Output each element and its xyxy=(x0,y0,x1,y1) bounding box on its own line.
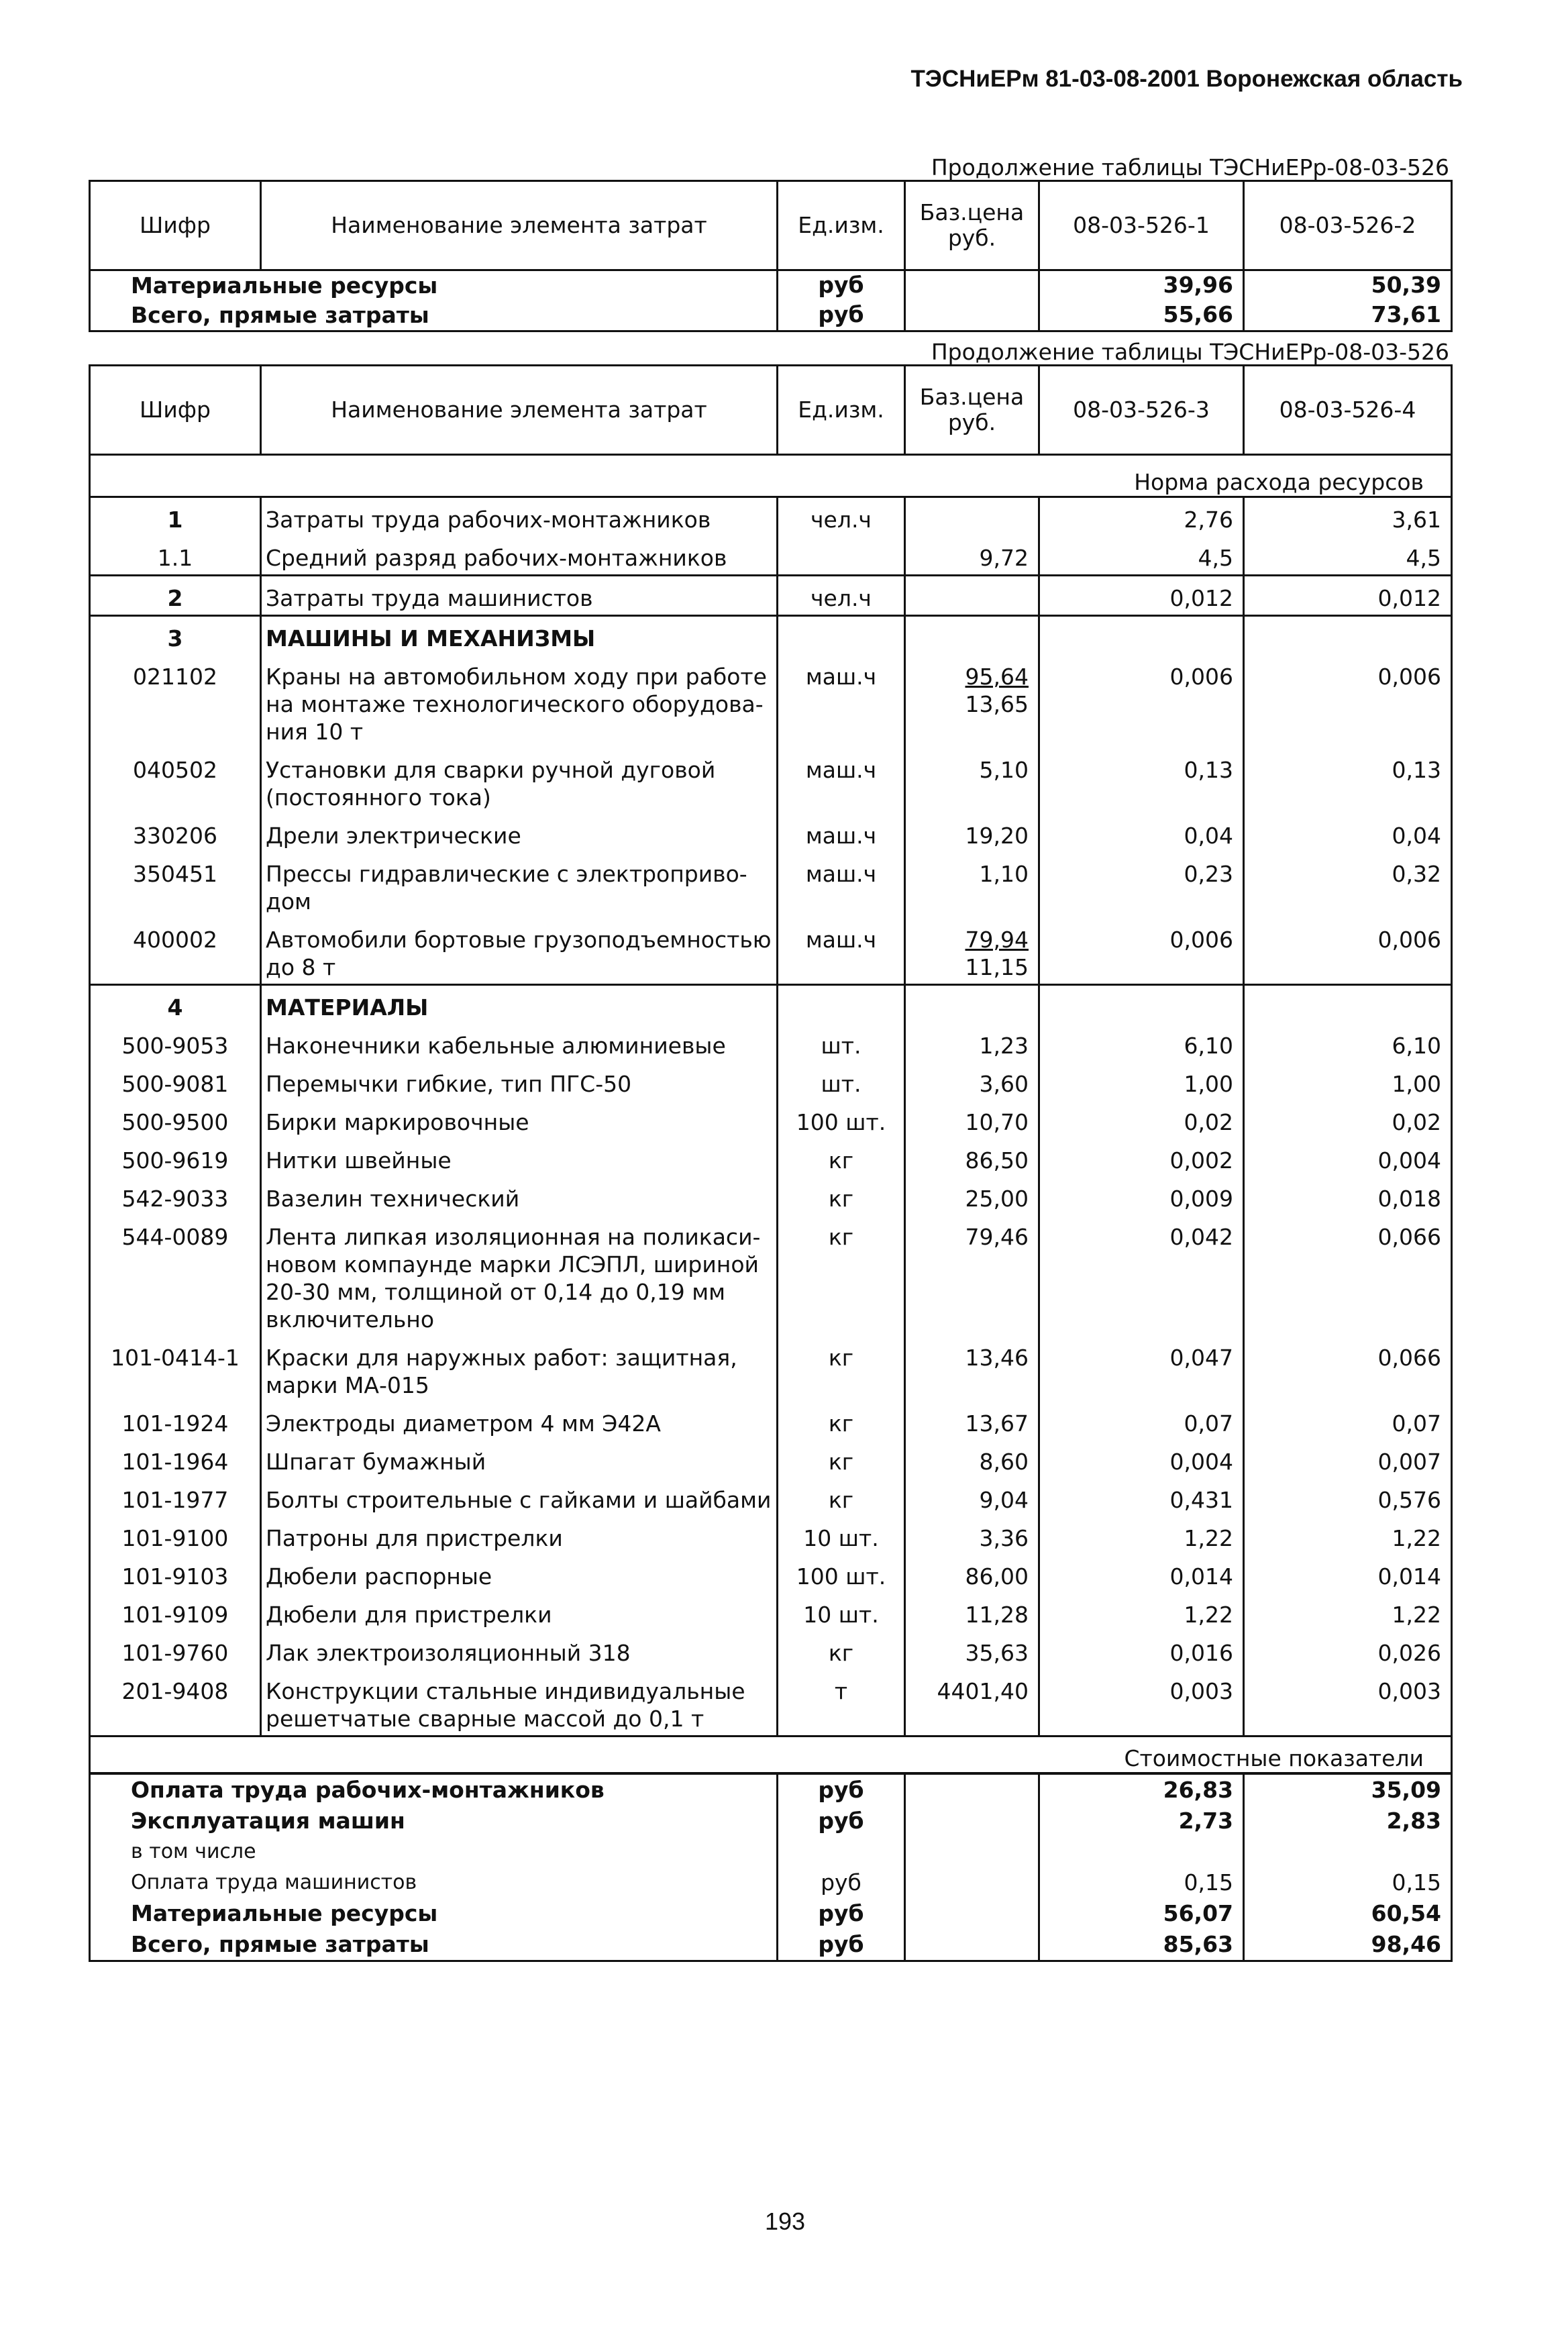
row-code: 500-9053 xyxy=(90,1024,261,1062)
row-value-2 xyxy=(1244,985,1452,1025)
row-unit: 10 шт. xyxy=(778,1516,905,1555)
row-code: 101-1924 xyxy=(90,1402,261,1440)
row-name: Перемычки гибкие, тип ПГС-50 xyxy=(261,1062,778,1100)
col-header-code: Шифр xyxy=(90,181,261,270)
row-value-1: 1,00 xyxy=(1039,1062,1244,1100)
row-name: Лента липкая изоляционная на поликаси-новом компаунде марки ЛСЭПЛ, шириной 20-30 мм, толщиной от 0,14 до 0,19 мм включительно xyxy=(261,1215,778,1336)
row-price xyxy=(905,655,1039,748)
table-row xyxy=(90,985,1452,1025)
row-price: 1,23 xyxy=(905,1024,1039,1062)
col-header-526-2: 08-03-526-2 xyxy=(1244,181,1452,270)
row-value-2: 0,576 xyxy=(1244,1478,1452,1516)
table-row xyxy=(90,1402,1452,1440)
row-name: Вазелин технический xyxy=(261,1177,778,1215)
row-code: 4 xyxy=(90,985,261,1025)
table-row xyxy=(90,1139,1452,1177)
total-price xyxy=(905,1867,1039,1898)
row-unit xyxy=(778,536,905,576)
totals-row xyxy=(90,1806,1452,1836)
totals-row xyxy=(90,1867,1452,1898)
row-name: Болты строительные с гайками и шайбами xyxy=(261,1478,778,1516)
total-value-1: 56,07 xyxy=(1039,1898,1244,1929)
row-value-2: 0,07 xyxy=(1244,1402,1452,1440)
row-unit: чел.ч xyxy=(778,576,905,616)
table2-continuation-label: Продолжение таблицы ТЭСНиЕРр-08-03-526 xyxy=(931,339,1449,365)
row-value-1: 0,047 xyxy=(1039,1336,1244,1402)
col-header-526-1: 08-03-526-1 xyxy=(1039,181,1244,270)
row-price xyxy=(905,616,1039,656)
row-value-2: 3,61 xyxy=(1244,497,1452,537)
row-value-1: 0,006 xyxy=(1039,655,1244,748)
price-value: 95,64 xyxy=(965,664,1029,690)
resource-rows xyxy=(90,497,1452,1736)
row-unit: маш.ч xyxy=(778,814,905,852)
row-price: 10,70 xyxy=(905,1100,1039,1139)
row-code: 542-9033 xyxy=(90,1177,261,1215)
row-unit: руб xyxy=(778,301,905,331)
row-price: 1,10 xyxy=(905,852,1039,918)
total-value-2 xyxy=(1244,1836,1452,1867)
row-value-2: 1,22 xyxy=(1244,1593,1452,1631)
row-name: Автомобили бортовые грузоподъемностью до 8 т xyxy=(261,918,778,985)
row-value-1: 0,009 xyxy=(1039,1177,1244,1215)
row-price xyxy=(905,301,1039,331)
row-unit: кг xyxy=(778,1336,905,1402)
total-price xyxy=(905,1806,1039,1836)
total-value-2: 98,46 xyxy=(1244,1929,1452,1961)
total-name: Эксплуатация машин xyxy=(90,1806,778,1836)
row-price: 35,63 xyxy=(905,1631,1039,1669)
row-name: Дюбели распорные xyxy=(261,1555,778,1593)
row-price: 79,46 xyxy=(905,1215,1039,1336)
table-row xyxy=(90,616,1452,656)
row-value-1: 0,012 xyxy=(1039,576,1244,616)
row-value-1: 2,76 xyxy=(1039,497,1244,537)
row-name: Всего, прямые затраты xyxy=(90,301,778,331)
row-value-2: 0,018 xyxy=(1244,1177,1452,1215)
row-value-1: 0,07 xyxy=(1039,1402,1244,1440)
row-value-2: 0,003 xyxy=(1244,1669,1452,1736)
row-name: Шпагат бумажный xyxy=(261,1440,778,1478)
table-row xyxy=(90,1555,1452,1593)
row-value-1: 0,016 xyxy=(1039,1631,1244,1669)
row-price: 11,28 xyxy=(905,1593,1039,1631)
table-row xyxy=(90,270,1452,301)
table2-header-row xyxy=(90,366,1452,455)
row-value-2: 0,13 xyxy=(1244,748,1452,814)
row-code: 101-9103 xyxy=(90,1555,261,1593)
total-name: Оплата труда машинистов xyxy=(90,1867,778,1898)
row-value-2: 1,22 xyxy=(1244,1516,1452,1555)
row-value-2: 0,007 xyxy=(1244,1440,1452,1478)
row-value-2: 0,006 xyxy=(1244,918,1452,985)
row-code: 500-9081 xyxy=(90,1062,261,1100)
row-value-2: 0,066 xyxy=(1244,1215,1452,1336)
row-value-2: 0,006 xyxy=(1244,655,1452,748)
row-value-2: 0,012 xyxy=(1244,576,1452,616)
table-row xyxy=(90,1478,1452,1516)
total-unit: руб xyxy=(778,1867,905,1898)
row-value-2: 50,39 xyxy=(1244,270,1452,301)
row-value-1: 0,23 xyxy=(1039,852,1244,918)
row-price xyxy=(905,985,1039,1025)
total-value-2: 0,15 xyxy=(1244,1867,1452,1898)
row-value-1: 0,002 xyxy=(1039,1139,1244,1177)
table1-continuation-label: Продолжение таблицы ТЭСНиЕРр-08-03-526 xyxy=(931,154,1449,180)
row-value-1 xyxy=(1039,616,1244,656)
col-header-name: Наименование элемента затрат xyxy=(261,181,778,270)
row-name: МАШИНЫ И МЕХАНИЗМЫ xyxy=(261,616,778,656)
row-value-2: 0,04 xyxy=(1244,814,1452,852)
row-code: 500-9500 xyxy=(90,1100,261,1139)
row-code: 1 xyxy=(90,497,261,537)
row-price: 8,60 xyxy=(905,1440,1039,1478)
row-value-2: 0,004 xyxy=(1244,1139,1452,1177)
table-row xyxy=(90,1516,1452,1555)
table-row xyxy=(90,497,1452,537)
row-unit: шт. xyxy=(778,1024,905,1062)
totals-row xyxy=(90,1773,1452,1806)
total-unit: руб xyxy=(778,1806,905,1836)
col-header-name: Наименование элемента затрат xyxy=(261,366,778,455)
row-code: 3 xyxy=(90,616,261,656)
row-name: Установки для сварки ручной дуговой (постоянного тока) xyxy=(261,748,778,814)
row-value-1: 1,22 xyxy=(1039,1516,1244,1555)
row-name: Средний разряд рабочих-монтажников xyxy=(261,536,778,576)
table-row xyxy=(90,748,1452,814)
row-value-2 xyxy=(1244,616,1452,656)
row-value-1: 0,014 xyxy=(1039,1555,1244,1593)
row-value-2: 0,026 xyxy=(1244,1631,1452,1669)
totals-rows xyxy=(90,1773,1452,1961)
row-value-1: 0,13 xyxy=(1039,748,1244,814)
row-value-2: 1,00 xyxy=(1244,1062,1452,1100)
row-code: 400002 xyxy=(90,918,261,985)
row-value-1: 0,431 xyxy=(1039,1478,1244,1516)
total-name: Оплата труда рабочих-монтажников xyxy=(90,1773,778,1806)
table-row xyxy=(90,301,1452,331)
total-price xyxy=(905,1836,1039,1867)
row-name: Затраты труда машинистов xyxy=(261,576,778,616)
row-code: 101-9100 xyxy=(90,1516,261,1555)
total-price xyxy=(905,1898,1039,1929)
row-name: Электроды диаметром 4 мм Э42А xyxy=(261,1402,778,1440)
total-value-1: 85,63 xyxy=(1039,1929,1244,1961)
row-code: 350451 xyxy=(90,852,261,918)
totals-row xyxy=(90,1898,1452,1929)
row-unit: маш.ч xyxy=(778,655,905,748)
row-unit: маш.ч xyxy=(778,852,905,918)
row-code: 1.1 xyxy=(90,536,261,576)
row-code: 201-9408 xyxy=(90,1669,261,1736)
total-value-1: 26,83 xyxy=(1039,1773,1244,1806)
total-name: в том числе xyxy=(90,1836,778,1867)
table-row xyxy=(90,1215,1452,1336)
row-unit: т xyxy=(778,1669,905,1736)
row-value-1: 0,003 xyxy=(1039,1669,1244,1736)
row-price xyxy=(905,497,1039,537)
row-value-1: 1,22 xyxy=(1039,1593,1244,1631)
row-name: Дюбели для пристрелки xyxy=(261,1593,778,1631)
row-code: 101-1964 xyxy=(90,1440,261,1478)
row-price: 25,00 xyxy=(905,1177,1039,1215)
row-unit: кг xyxy=(778,1215,905,1336)
row-unit: шт. xyxy=(778,1062,905,1100)
row-unit xyxy=(778,616,905,656)
totals-row xyxy=(90,1929,1452,1961)
total-value-1 xyxy=(1039,1836,1244,1867)
row-price: 9,04 xyxy=(905,1478,1039,1516)
row-price: 19,20 xyxy=(905,814,1039,852)
table-row xyxy=(90,1062,1452,1100)
row-unit: 10 шт. xyxy=(778,1593,905,1631)
row-unit: кг xyxy=(778,1478,905,1516)
row-unit: кг xyxy=(778,1440,905,1478)
row-code: 101-0414-1 xyxy=(90,1336,261,1402)
price-value: 79,94 xyxy=(965,927,1029,953)
row-code: 021102 xyxy=(90,655,261,748)
table-row xyxy=(90,1440,1452,1478)
row-price: 3,60 xyxy=(905,1062,1039,1100)
row-code: 500-9619 xyxy=(90,1139,261,1177)
price-secondary-value: 11,15 xyxy=(965,954,1029,980)
row-unit: руб xyxy=(778,270,905,301)
row-unit xyxy=(778,985,905,1025)
row-value-1: 55,66 xyxy=(1039,301,1244,331)
row-value-1 xyxy=(1039,985,1244,1025)
row-value-1: 0,006 xyxy=(1039,918,1244,985)
row-code: 2 xyxy=(90,576,261,616)
table-row xyxy=(90,1177,1452,1215)
col-header-price: Баз.цена руб. xyxy=(905,181,1039,270)
col-header-unit: Ед.изм. xyxy=(778,181,905,270)
row-code: 544-0089 xyxy=(90,1215,261,1336)
total-value-1: 2,73 xyxy=(1039,1806,1244,1836)
row-code: 330206 xyxy=(90,814,261,852)
row-value-2: 0,02 xyxy=(1244,1100,1452,1139)
row-unit: кг xyxy=(778,1631,905,1669)
row-value-1: 0,042 xyxy=(1039,1215,1244,1336)
norm-label-row xyxy=(90,455,1452,497)
total-name: Материальные ресурсы xyxy=(90,1898,778,1929)
table-row xyxy=(90,1593,1452,1631)
row-name: Патроны для пристрелки xyxy=(261,1516,778,1555)
row-name: Наконечники кабельные алюминиевые xyxy=(261,1024,778,1062)
row-name: Материальные ресурсы xyxy=(90,270,778,301)
col-header-526-3: 08-03-526-3 xyxy=(1039,366,1244,455)
total-value-2: 60,54 xyxy=(1244,1898,1452,1929)
row-value-1: 4,5 xyxy=(1039,536,1244,576)
row-unit: кг xyxy=(778,1139,905,1177)
table-row xyxy=(90,814,1452,852)
row-code: 101-9109 xyxy=(90,1593,261,1631)
row-value-2: 6,10 xyxy=(1244,1024,1452,1062)
row-price xyxy=(905,918,1039,985)
row-code: 101-1977 xyxy=(90,1478,261,1516)
row-value-2: 4,5 xyxy=(1244,536,1452,576)
table-row xyxy=(90,918,1452,985)
price-secondary-value: 13,65 xyxy=(965,691,1029,717)
total-price xyxy=(905,1773,1039,1806)
norm-label: Норма расхода ресурсов xyxy=(90,455,1452,497)
col-header-price: Баз.цена руб. xyxy=(905,366,1039,455)
row-name: Прессы гидравлические с электроприво-дом xyxy=(261,852,778,918)
row-unit: кг xyxy=(778,1177,905,1215)
row-code: 101-9760 xyxy=(90,1631,261,1669)
cost-label: Стоимостные показатели xyxy=(90,1736,1452,1774)
total-unit xyxy=(778,1836,905,1867)
row-unit: маш.ч xyxy=(778,748,905,814)
total-unit: руб xyxy=(778,1898,905,1929)
total-value-2: 2,83 xyxy=(1244,1806,1452,1836)
total-name: Всего, прямые затраты xyxy=(90,1929,778,1961)
row-code: 040502 xyxy=(90,748,261,814)
col-header-code: Шифр xyxy=(90,366,261,455)
row-value-1: 6,10 xyxy=(1039,1024,1244,1062)
table-row xyxy=(90,1669,1452,1736)
table-row xyxy=(90,576,1452,616)
total-unit: руб xyxy=(778,1773,905,1806)
table-row xyxy=(90,655,1452,748)
row-price xyxy=(905,576,1039,616)
row-price xyxy=(905,270,1039,301)
table1 xyxy=(89,180,1453,332)
row-value-1: 0,04 xyxy=(1039,814,1244,852)
row-unit: кг xyxy=(778,1402,905,1440)
row-value-2: 0,32 xyxy=(1244,852,1452,918)
table-row xyxy=(90,1024,1452,1062)
row-unit: чел.ч xyxy=(778,497,905,537)
row-unit: 100 шт. xyxy=(778,1100,905,1139)
total-price xyxy=(905,1929,1039,1961)
total-value-2: 35,09 xyxy=(1244,1773,1452,1806)
row-price: 86,50 xyxy=(905,1139,1039,1177)
row-unit: 100 шт. xyxy=(778,1555,905,1593)
document-title: ТЭСНиЕРм 81-03-08-2001 Воронежская область xyxy=(910,66,1463,92)
total-value-1: 0,15 xyxy=(1039,1867,1244,1898)
row-price: 13,46 xyxy=(905,1336,1039,1402)
table1-header-row xyxy=(90,181,1452,270)
col-header-unit: Ед.изм. xyxy=(778,366,905,455)
row-value-1: 39,96 xyxy=(1039,270,1244,301)
row-name: Дрели электрические xyxy=(261,814,778,852)
totals-row xyxy=(90,1836,1452,1867)
table-row xyxy=(90,1631,1452,1669)
row-value-1: 0,02 xyxy=(1039,1100,1244,1139)
page-number: 193 xyxy=(764,2208,806,2235)
table-row xyxy=(90,1336,1452,1402)
table2 xyxy=(89,364,1453,1962)
row-value-2: 73,61 xyxy=(1244,301,1452,331)
row-price: 13,67 xyxy=(905,1402,1039,1440)
row-unit: маш.ч xyxy=(778,918,905,985)
table-row xyxy=(90,536,1452,576)
total-unit: руб xyxy=(778,1929,905,1961)
row-price: 4401,40 xyxy=(905,1669,1039,1736)
table-row xyxy=(90,852,1452,918)
row-price: 3,36 xyxy=(905,1516,1039,1555)
row-name: Лак электроизоляционный 318 xyxy=(261,1631,778,1669)
row-value-2: 0,014 xyxy=(1244,1555,1452,1593)
row-name: МАТЕРИАЛЫ xyxy=(261,985,778,1025)
row-name: Затраты труда рабочих-монтажников xyxy=(261,497,778,537)
col-header-526-4: 08-03-526-4 xyxy=(1244,366,1452,455)
row-price: 9,72 xyxy=(905,536,1039,576)
row-name: Конструкции стальные индивидуальные решетчатые сварные массой до 0,1 т xyxy=(261,1669,778,1736)
row-name: Краны на автомобильном ходу при работе на монтаже технологического оборудова-ния 10 т xyxy=(261,655,778,748)
row-name: Краски для наружных работ: защитная, марки МА-015 xyxy=(261,1336,778,1402)
row-price: 86,00 xyxy=(905,1555,1039,1593)
row-value-2: 0,066 xyxy=(1244,1336,1452,1402)
row-name: Бирки маркировочные xyxy=(261,1100,778,1139)
row-value-1: 0,004 xyxy=(1039,1440,1244,1478)
row-price: 5,10 xyxy=(905,748,1039,814)
table-row xyxy=(90,1100,1452,1139)
cost-label-row xyxy=(90,1736,1452,1774)
row-name: Нитки швейные xyxy=(261,1139,778,1177)
